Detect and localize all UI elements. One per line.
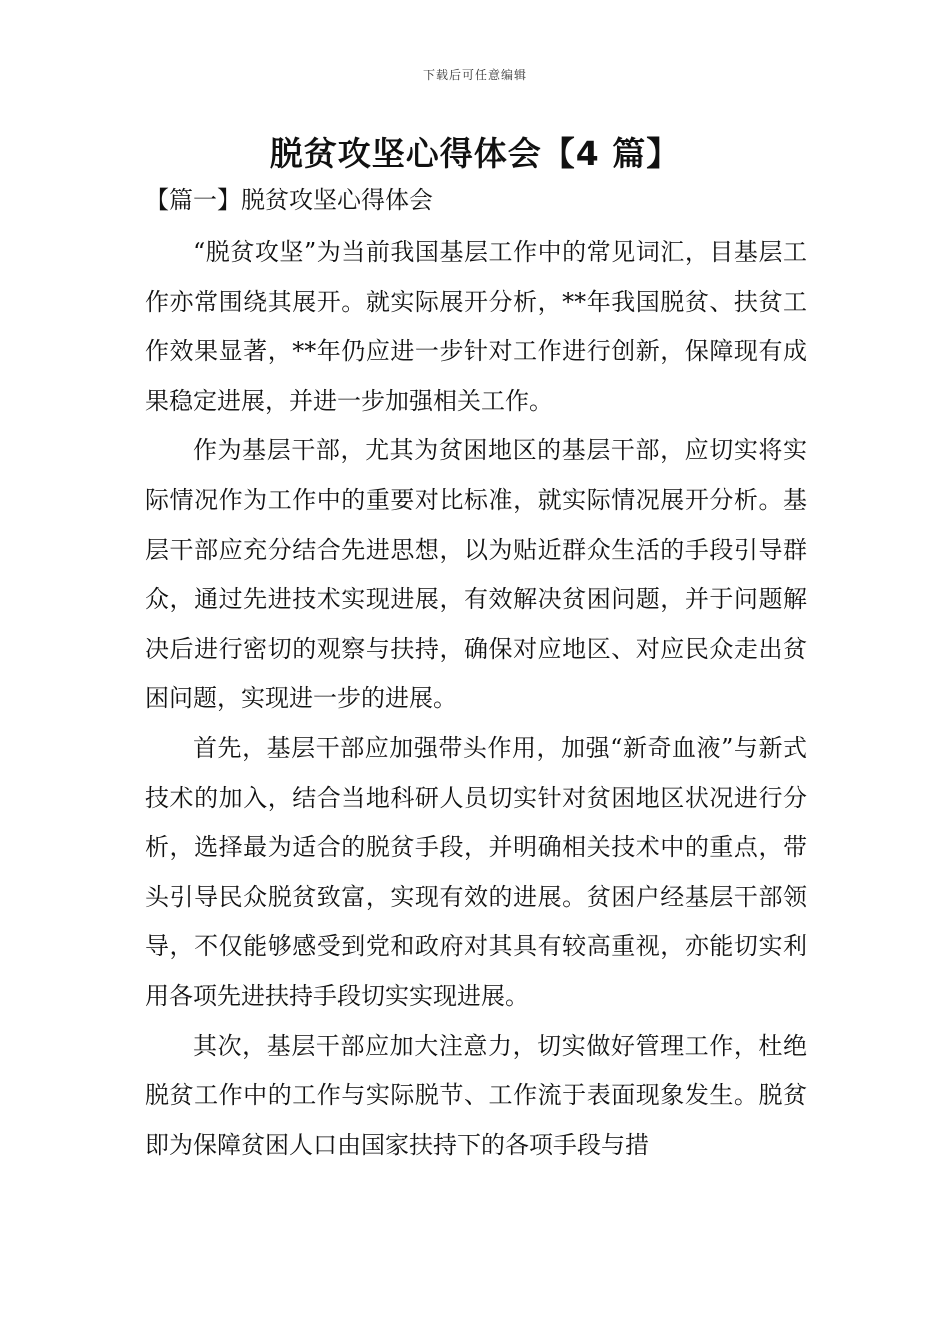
- section-heading: 【篇一】脱贫攻坚心得体会: [145, 186, 433, 214]
- paragraph: “脱贫攻坚”为当前我国基层工作中的常见词汇，目基层工作亦常围绕其展开。就实际展开分析，**年我国脱贫、扶贫工作效果显著，**年仍应进一步针对工作进行创新，保障现有成果稳定进展，并进一步加强相关工作。: [145, 238, 807, 415]
- paragraph: 作为基层干部，尤其为贫困地区的基层干部，应切实将实际情况作为工作中的重要对比标准，就实际情况展开分析。基层干部应充分结合先进思想，以为贴近群众生活的手段引导群众，通过先进技术实现进展，有效解决贫困问题，并于问题解决后进行密切的观察与扶持，确保对应地区、对应民众走出贫困问题，实现进一步的进展。: [145, 436, 807, 713]
- paragraph: 其次，基层干部应加大注意力，切实做好管理工作，杜绝脱贫工作中的工作与实际脱节、工作流于表面现象发生。脱贫即为保障贫困人口由国家扶持下的各项手段与措: [145, 1031, 807, 1159]
- document-body: [145, 228, 807, 1170]
- page-title: 脱贫攻坚心得体会【4 篇】: [269, 134, 681, 173]
- paragraph: 首先，基层干部应加强带头作用，加强“新奇血液”与新式技术的加入，结合当地科研人员切实针对贫困地区状况进行分析，选择最为适合的脱贫手段，并明确相关技术中的重点，带头引导民众脱贫致富，实现有效的进展。贫困户经基层干部领导，不仅能够感受到党和政府对其具有较高重视，亦能切实利用各项先进扶持手段切实实现进展。: [145, 733, 807, 1010]
- header-note: 下载后可任意编辑: [422, 68, 527, 82]
